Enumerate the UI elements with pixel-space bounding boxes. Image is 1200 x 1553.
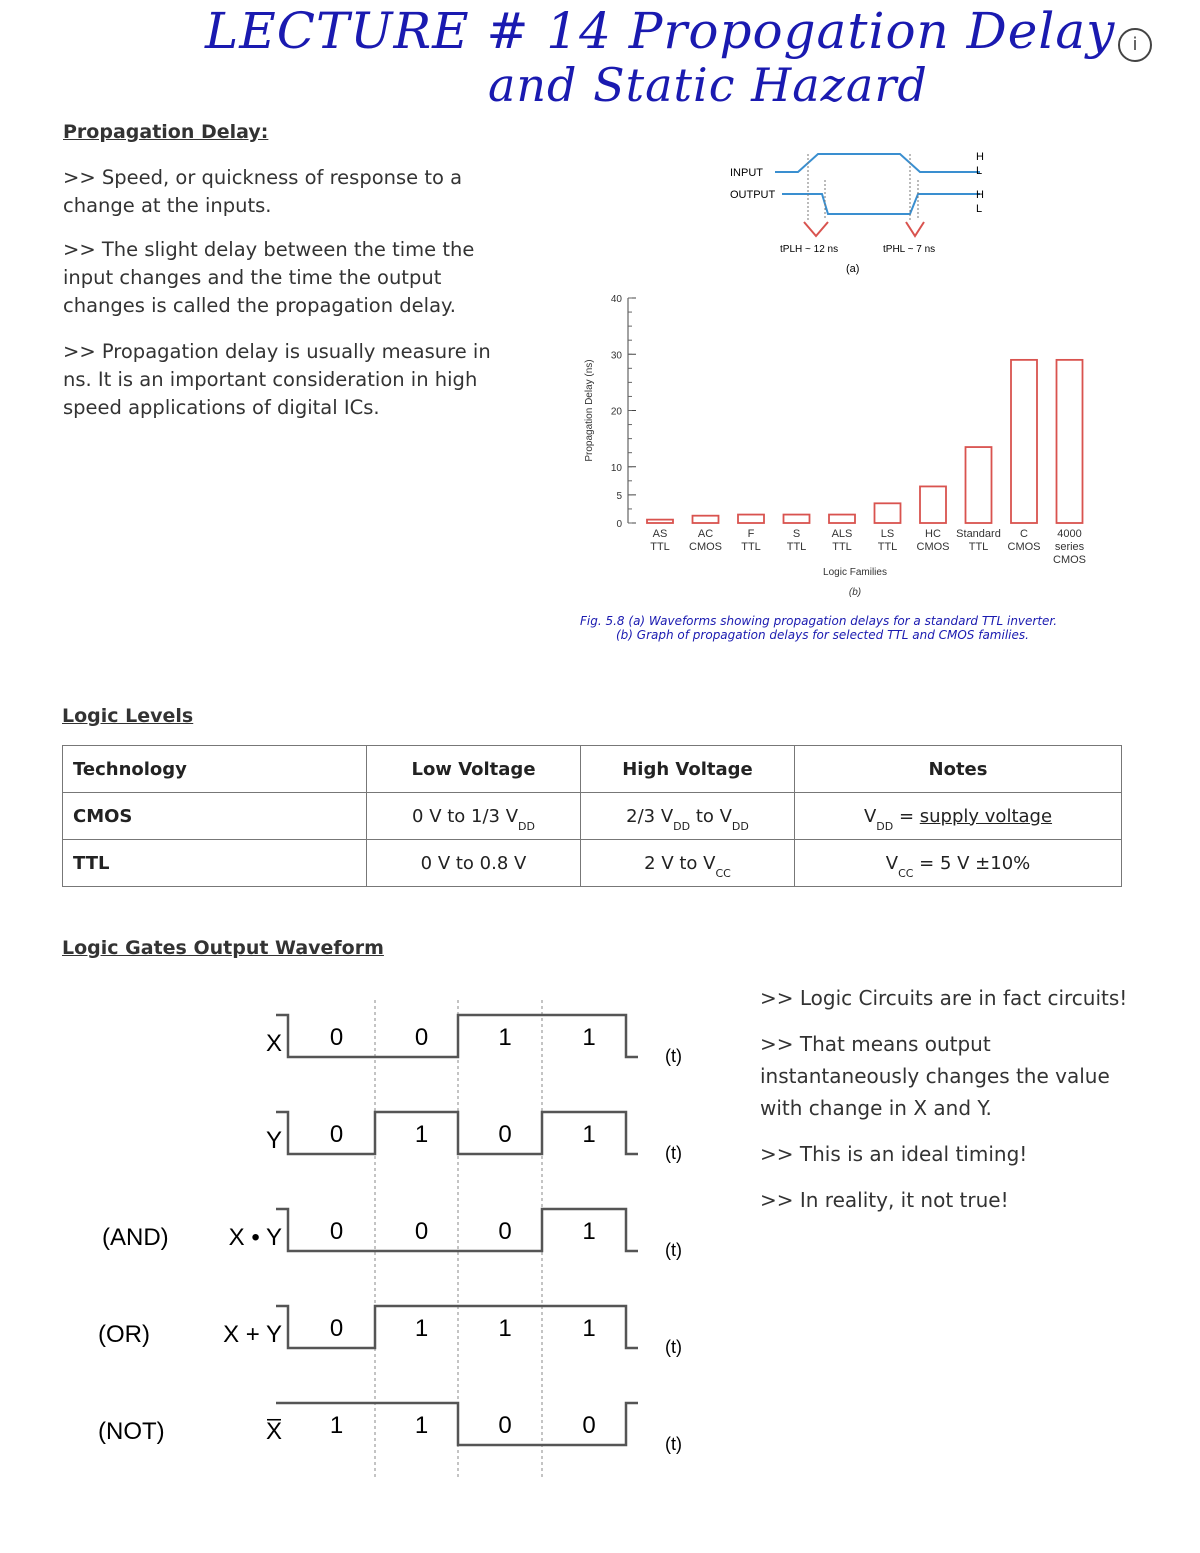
bit-value: 1 (582, 1121, 596, 1148)
bar (966, 447, 992, 523)
bit-value: 0 (414, 1024, 429, 1051)
propagation-paragraph-3: >> Propagation delay is usually measure in ns. It is an important consideration in high speed applications of digital ICs. (63, 340, 491, 419)
table-row (63, 840, 1122, 887)
high-text-a: 2/3 V (626, 805, 674, 827)
x-tick-label: CMOS (1007, 541, 1041, 553)
note-text-a: V (885, 852, 899, 874)
y-tick-label: 40 (610, 294, 622, 305)
gates-waveform-heading: Logic Gates Output Waveform (62, 937, 384, 959)
signal-expression-label: X + Y (223, 1321, 282, 1348)
bit-value: 1 (329, 1412, 344, 1439)
propagation-paragraph-2: >> The slight delay between the time the input changes and the time the output changes is called the propagation delay. (63, 238, 475, 317)
output-low-label: L (976, 203, 983, 215)
y-tick-label: 20 (610, 406, 622, 418)
note-subscript: CC (898, 866, 914, 880)
cell-high (581, 840, 795, 887)
note-text-b: = (893, 805, 920, 827)
y-axis-label: Propagation Delay (ns) (584, 359, 595, 462)
low-text: 0 V to 1/3 V (412, 805, 519, 827)
bit-value: 0 (582, 1412, 596, 1439)
low-text: 0 V to 0.8 V (420, 852, 527, 874)
time-label: (t) (665, 1337, 682, 1357)
time-label: (t) (665, 1046, 682, 1066)
propagation-waveform-figure (720, 140, 1000, 280)
note-text-c: supply voltage (919, 805, 1053, 827)
x-tick-label: 4000 (1057, 528, 1082, 540)
bit-value: 1 (414, 1121, 429, 1148)
bar (1057, 360, 1083, 523)
cell-high (581, 793, 795, 840)
bit-value: 0 (414, 1218, 429, 1245)
y-tick-label: 5 (616, 490, 622, 502)
bar (1011, 360, 1037, 523)
header-notes: Notes (795, 746, 1122, 793)
bar (784, 515, 810, 523)
input-label: INPUT (730, 167, 763, 179)
high-text-b: to V (690, 805, 732, 827)
bit-value: 1 (582, 1024, 596, 1051)
logic-levels-heading: Logic Levels (62, 705, 194, 727)
output-high-label: H (976, 189, 984, 201)
x-axis-label: Logic Families (823, 567, 887, 578)
input-low-label: L (976, 165, 983, 177)
time-label: (t) (665, 1143, 682, 1163)
y-tick-label: 0 (616, 519, 622, 530)
bit-value: 1 (582, 1218, 596, 1245)
high-subscript-2: DD (731, 819, 749, 833)
notes-list (760, 982, 1130, 1230)
bar (693, 516, 719, 523)
bit-value: 0 (498, 1218, 512, 1245)
tplh-bracket (804, 222, 828, 236)
tphl-label: tPHL ~ 7 ns (883, 244, 936, 255)
x-tick-label: HC (925, 528, 941, 540)
signal-expression-label: X̅ (265, 1418, 282, 1445)
note-subscript: DD (876, 819, 894, 833)
bit-value: 1 (498, 1315, 512, 1342)
cell-low (367, 840, 581, 887)
x-tick-label: TTL (832, 541, 852, 553)
note-text-b: = 5 V ±10% (913, 852, 1031, 874)
bit-value: 0 (498, 1412, 512, 1439)
x-tick-label: F (747, 528, 755, 540)
header-technology: Technology (63, 746, 367, 793)
time-label: (t) (665, 1434, 682, 1454)
bit-value: 1 (582, 1315, 596, 1342)
propagation-delay-bar-chart (570, 280, 1110, 605)
header-low-voltage: Low Voltage (367, 746, 581, 793)
lecture-subtitle: and Static Hazard (488, 58, 928, 112)
high-subscript-1: DD (673, 819, 691, 833)
output-label: OUTPUT (730, 189, 776, 201)
x-tick-label: CMOS (1053, 554, 1086, 566)
cell-notes (795, 840, 1122, 887)
bar (875, 503, 901, 523)
x-tick-label: TTL (968, 541, 989, 553)
bit-value: 0 (329, 1121, 344, 1148)
header-high-voltage: High Voltage (581, 746, 795, 793)
gate-name-label: (OR) (98, 1321, 150, 1348)
x-tick-label: AS (652, 528, 668, 540)
bar (829, 515, 855, 523)
propagation-paragraph-1: >> Speed, or quickness of response to a change at the inputs. (63, 166, 463, 217)
bit-value: 0 (329, 1024, 344, 1051)
x-tick-label: CMOS (689, 541, 722, 553)
note-item: >> Logic Circuits are in fact circuits! (760, 986, 1128, 1010)
high-text-a: 2 V to V (644, 852, 716, 874)
fig-b-label: (b) (848, 587, 862, 598)
cell-low (367, 793, 581, 840)
table-header-row (63, 746, 1122, 793)
signal-expression-label: Y (265, 1127, 282, 1154)
time-label: (t) (665, 1240, 682, 1260)
figure-caption-line-2: (b) Graph of propagation delays for selected TTL and CMOS families. (616, 628, 1029, 642)
x-tick-label: TTL (741, 541, 761, 553)
x-tick-label: TTL (877, 541, 898, 553)
bit-value: 0 (498, 1121, 512, 1148)
cell-tech: TTL (63, 840, 367, 887)
input-high-label: H (976, 151, 984, 163)
x-tick-label: ALS (831, 528, 853, 540)
lecture-title: LECTURE # 14 Propogation Delay (205, 2, 1116, 60)
x-tick-label: S (792, 528, 801, 540)
x-tick-label: C (1020, 528, 1028, 540)
fig-a-label: (a) (846, 263, 860, 275)
note-item: >> That means output instantaneously changes the value with change in X and Y. (760, 1032, 1110, 1120)
propagation-heading: Propagation Delay: (63, 121, 269, 143)
bar (920, 486, 946, 523)
figure-caption-line-1: Fig. 5.8 (a) Waveforms showing propagation delays for a standard TTL inverter. (580, 614, 1058, 628)
signal-expression-label: X (265, 1030, 282, 1057)
input-waveform (775, 154, 980, 172)
note-item: >> This is an ideal timing! (760, 1142, 1028, 1166)
x-tick-label: LS (880, 528, 895, 540)
tphl-bracket (906, 222, 924, 236)
x-tick-label: Standard (956, 528, 1001, 540)
table-row (63, 793, 1122, 840)
high-subscript-1: CC (715, 866, 731, 880)
bar (647, 520, 673, 523)
gates-waveform-diagram (90, 995, 730, 1485)
x-tick-label: AC (697, 528, 714, 540)
figure-caption (580, 614, 1057, 642)
gate-name-label: (NOT) (98, 1418, 165, 1445)
y-tick-label: 10 (610, 462, 622, 474)
note-text-a: V (863, 805, 877, 827)
y-tick-label: 30 (610, 350, 622, 362)
bit-value: 1 (498, 1024, 512, 1051)
bit-value: 0 (329, 1218, 344, 1245)
x-tick-label: TTL (650, 541, 670, 553)
bar (738, 515, 764, 523)
bit-value: 0 (329, 1315, 344, 1342)
bit-value: 1 (414, 1315, 429, 1342)
note-item: >> In reality, it not true! (760, 1188, 1009, 1212)
tplh-label: tPLH ~ 12 ns (780, 244, 839, 255)
x-tick-label: series (1054, 541, 1085, 553)
signal-expression-label: X • Y (228, 1224, 282, 1251)
bit-value: 1 (414, 1412, 429, 1439)
cell-tech: CMOS (63, 793, 367, 840)
output-waveform (782, 194, 983, 215)
logic-levels-table (62, 745, 1122, 887)
x-tick-label: CMOS (916, 541, 950, 553)
cell-notes (795, 793, 1122, 840)
gate-name-label: (AND) (102, 1224, 169, 1251)
low-subscript: DD (518, 819, 535, 833)
x-tick-label: TTL (786, 541, 807, 553)
info-icon[interactable]: i (1118, 28, 1152, 62)
